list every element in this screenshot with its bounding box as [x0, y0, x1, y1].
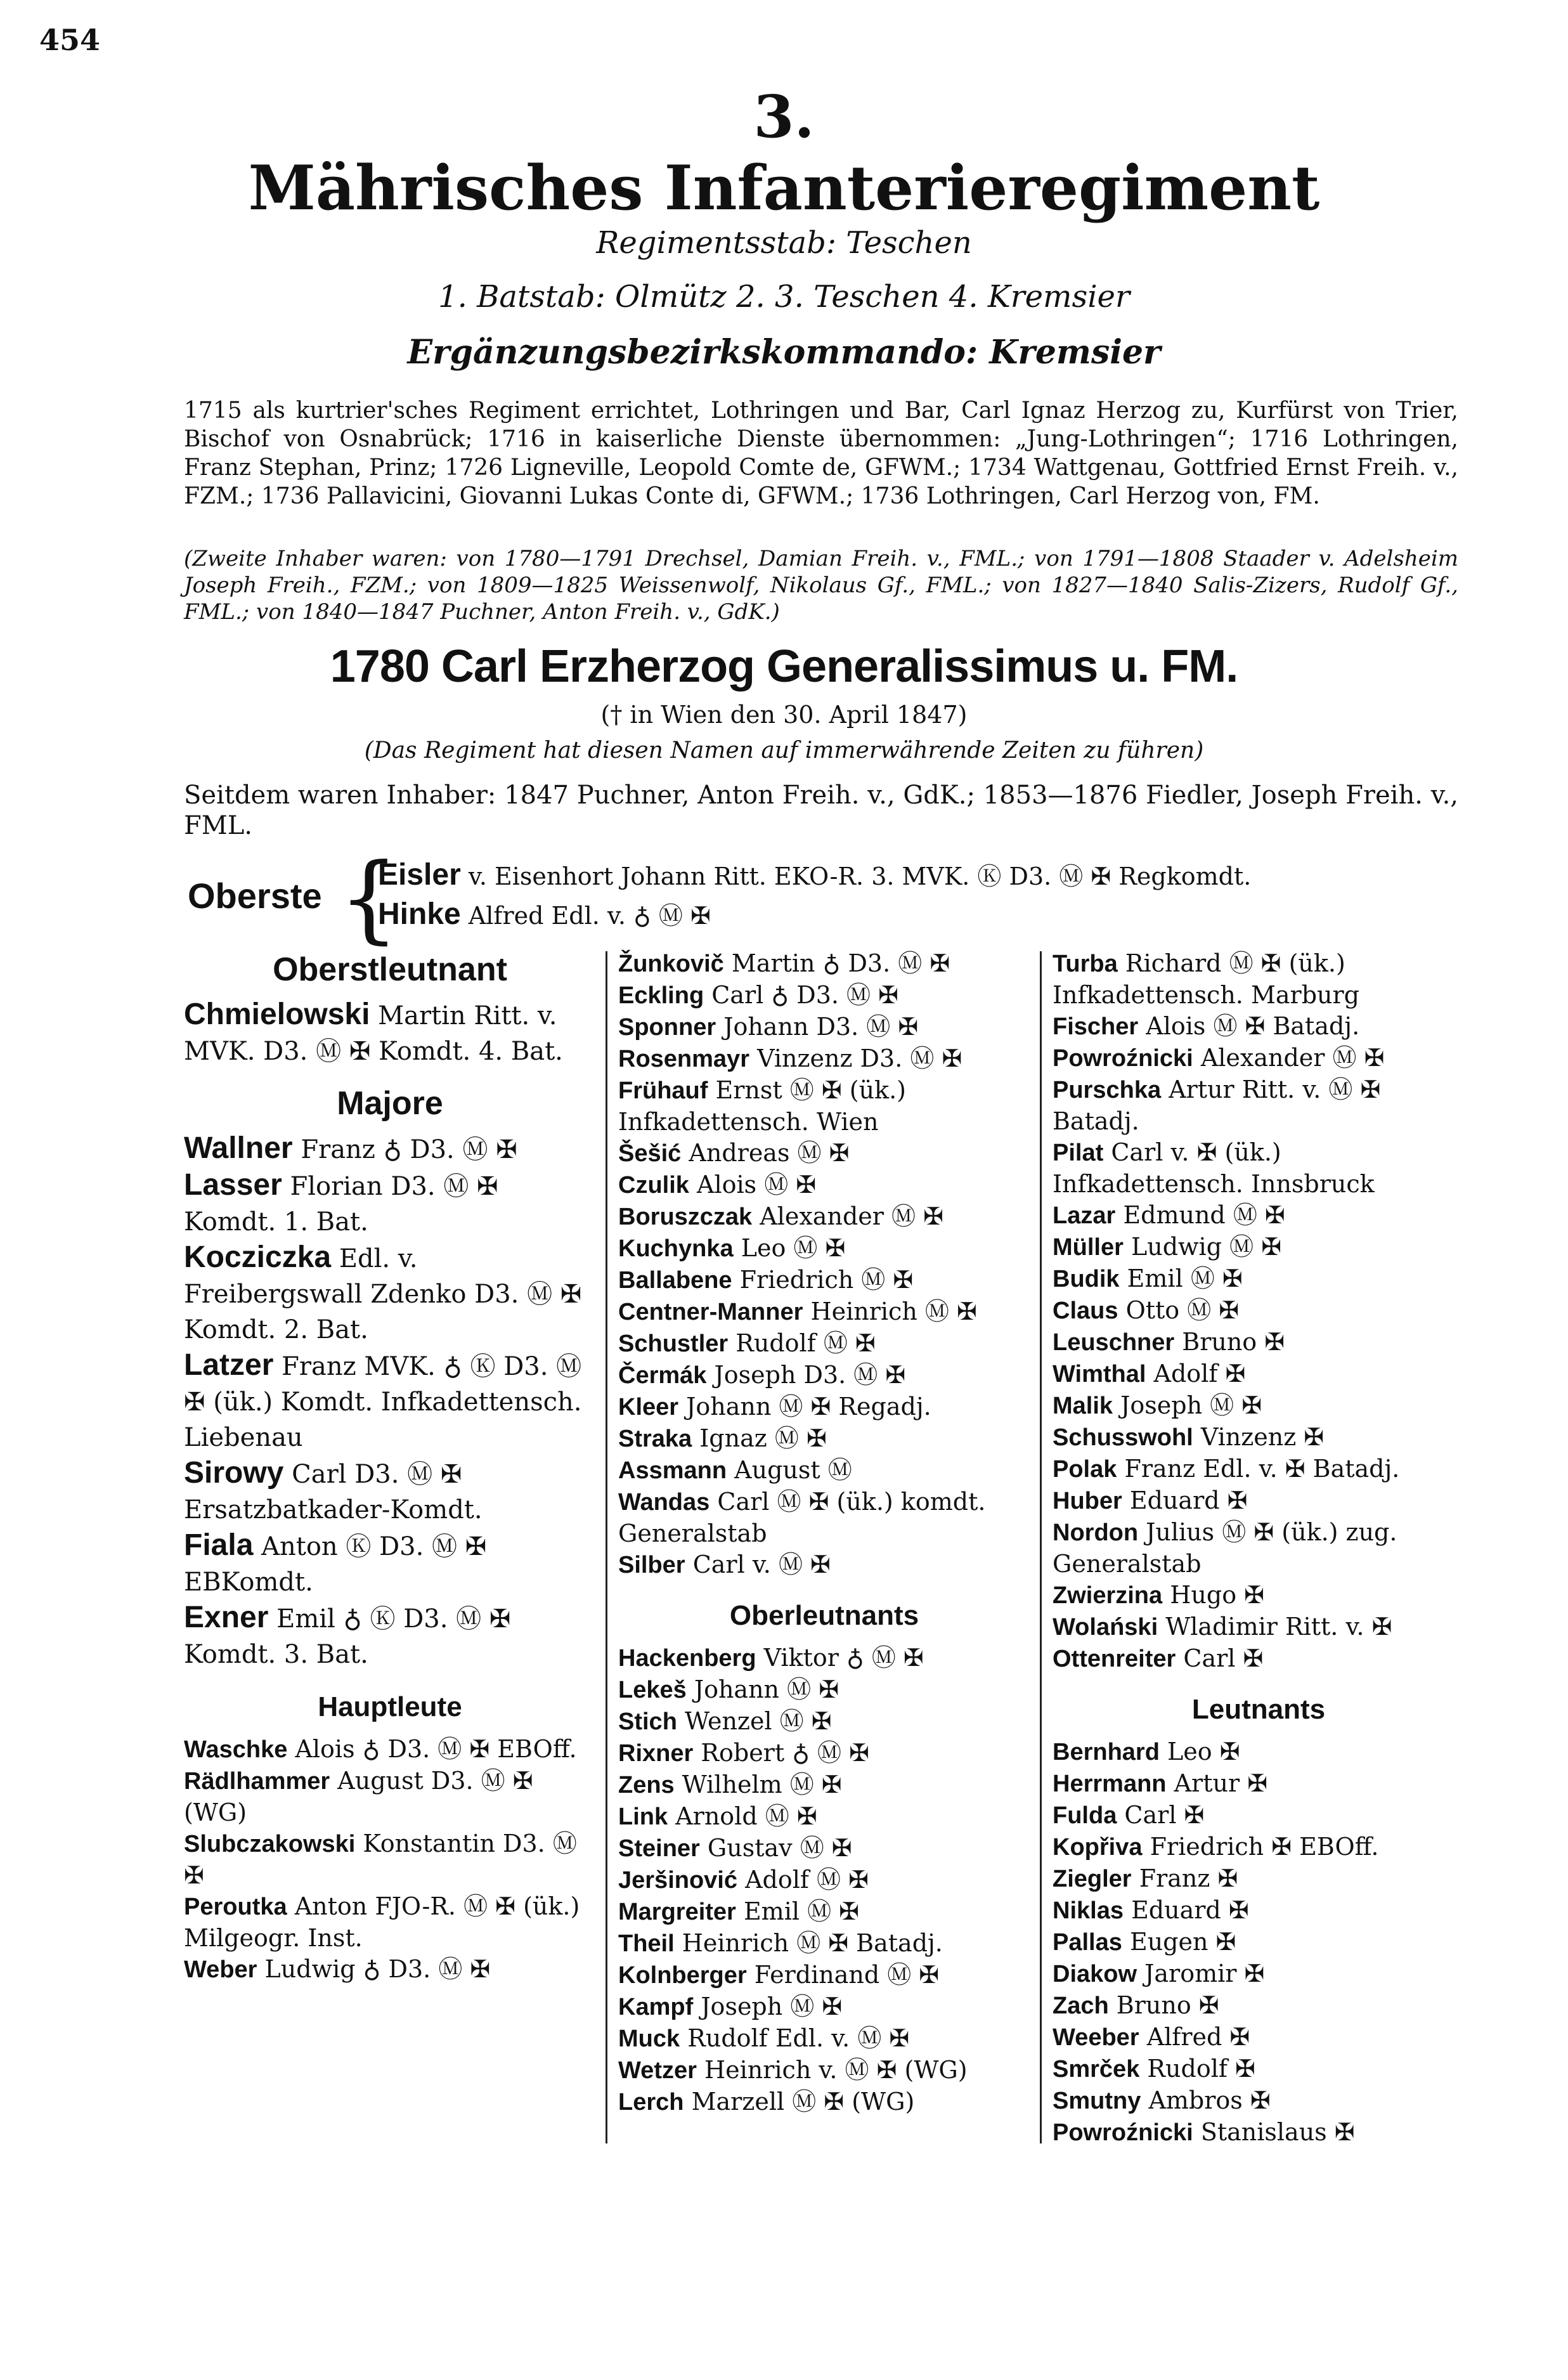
- officer-entry: [618, 1769, 1030, 1801]
- officer-name: Claus: [1053, 1297, 1118, 1324]
- leutnants-list: [1053, 1736, 1465, 2149]
- officer-details: Bruno ✠: [1182, 1328, 1285, 1356]
- officer-name: Slubczakowski: [184, 1831, 356, 1857]
- officer-details: Viktor ♁ Ⓜ ✠: [763, 1644, 924, 1672]
- officer-entry: [618, 2023, 1030, 2055]
- oberste-row: [378, 895, 1251, 935]
- officer-details: Joseph D3. Ⓜ ✠: [714, 1361, 906, 1389]
- officer-entry: [184, 1131, 596, 1167]
- officer-details: Julius Ⓜ ✠ (ük.) zug. Generalstab: [1053, 1518, 1397, 1578]
- officer-entry: [618, 1549, 1030, 1581]
- officer-details: Ludwig ♁ D3. Ⓜ ✠: [264, 1955, 491, 1983]
- officer-entry: [618, 1674, 1030, 1706]
- officer-entry: [618, 1169, 1030, 1201]
- brace-icon: {: [339, 843, 399, 954]
- officer-name: Wetzer: [618, 2057, 697, 2084]
- officer-details: Joseph Ⓜ ✠: [701, 1993, 843, 2020]
- officer-entry: [184, 1734, 596, 1765]
- officer-name: Smutny: [1053, 2088, 1141, 2114]
- officer-entry: [618, 1423, 1030, 1455]
- officer-details: Carl ✠: [1183, 1644, 1264, 1672]
- officer-entry: [1053, 1043, 1465, 1074]
- officer-details: Eugen ✠: [1129, 1928, 1236, 1956]
- officer-name: Centner-Manner: [618, 1299, 803, 1325]
- regiment-stab: Regimentsstab: Teschen: [596, 225, 972, 261]
- officer-entry: [618, 1011, 1030, 1043]
- officer-details: Emil Ⓜ ✠: [1127, 1265, 1243, 1292]
- oberleutnants-list: [618, 1642, 1030, 2118]
- officer-name: Herrmann: [1053, 1771, 1167, 1797]
- officer-details: Ernst Ⓜ ✠ (ük.) Infkadettensch. Wien: [618, 1076, 906, 1136]
- section-heading-oberstleutnant: Oberstleutnant: [273, 951, 507, 988]
- officer-entry: [1053, 2053, 1465, 2085]
- officer-name: Zwierzina: [1053, 1582, 1163, 1609]
- officer-name: Leuschner: [1053, 1329, 1175, 1356]
- officer-details: Vinzenz ✠: [1200, 1423, 1325, 1451]
- officer-details: Wladimir Ritt. v. ✠: [1165, 1613, 1392, 1641]
- officer-details: Ignaz Ⓜ ✠: [699, 1424, 827, 1452]
- section-heading-hauptleute: Hauptleute: [318, 1691, 462, 1722]
- officer-details: v. Eisenhort Johann Ritt. EKO-R. 3. MVK. Ⓚ D3. Ⓜ ✠ Regkomdt.: [468, 862, 1252, 890]
- officer-details: Emil Ⓜ ✠: [743, 1897, 860, 1925]
- officer-name: Weber: [184, 1956, 257, 1983]
- officer-details: Eduard ✠: [1131, 1896, 1249, 1924]
- officer-name: Žunkovič: [618, 951, 724, 977]
- officer-name: Lazar: [1053, 1202, 1116, 1229]
- officer-name: Hackenberg: [618, 1645, 756, 1672]
- officer-entry: [184, 1600, 596, 1672]
- officer-entry: [1053, 1863, 1465, 1895]
- officer-name: Steiner: [618, 1835, 700, 1862]
- officer-details: Alexander Ⓜ ✠: [1200, 1044, 1385, 1072]
- officer-details: Alfred ✠: [1146, 2023, 1250, 2051]
- officer-entry: [618, 1391, 1030, 1423]
- officer-details: Ferdinand Ⓜ ✠: [754, 1961, 940, 1989]
- column-divider: [606, 951, 607, 2143]
- officer-name: Diakow: [1053, 1961, 1137, 1987]
- officer-entry: [618, 1328, 1030, 1360]
- officer-details: Artur ✠: [1174, 1769, 1268, 1797]
- officer-details: Robert ♁ Ⓜ ✠: [701, 1739, 869, 1767]
- officer-entry: [618, 1642, 1030, 1674]
- officer-name: Sirowy: [184, 1456, 284, 1490]
- officer-name: Weeber: [1053, 2024, 1139, 2051]
- officer-entry: [1053, 1390, 1465, 1422]
- officer-details: Franz MVK. ♁ Ⓚ D3. Ⓜ ✠ (ük.) Komdt. Infkadettensch. Liebenau: [184, 1352, 582, 1452]
- officer-entry: [1053, 1895, 1465, 1927]
- officer-entry: [184, 997, 596, 1069]
- officer-details: Leo Ⓜ ✠: [741, 1234, 846, 1262]
- officer-entry: [618, 948, 1030, 980]
- officer-name: Eckling: [618, 982, 704, 1009]
- officer-details: Franz ♁ D3. Ⓜ ✠: [301, 1135, 517, 1164]
- officer-name: Powroźnicki: [1053, 2119, 1193, 2146]
- officer-details: Heinrich Ⓜ ✠: [810, 1297, 977, 1325]
- officer-entry: [618, 1075, 1030, 1138]
- officer-name: Lekeš: [618, 1677, 687, 1703]
- officer-name: Ziegler: [1053, 1866, 1132, 1892]
- officer-details: Alois Ⓜ ✠: [697, 1171, 817, 1199]
- officer-name: Peroutka: [184, 1894, 287, 1920]
- officer-details: Franz Edl. v. ✠ Batadj.: [1124, 1455, 1400, 1483]
- officer-details: Friedrich Ⓜ ✠: [739, 1266, 914, 1294]
- officer-name: Muck: [618, 2026, 680, 2052]
- officer-details: Carl v. Ⓜ ✠: [692, 1551, 831, 1578]
- officer-details: Johann Ⓜ ✠: [694, 1675, 839, 1703]
- officer-details: Rudolf Ⓜ ✠: [735, 1329, 876, 1357]
- column-3: [1053, 948, 1465, 2153]
- officer-details: Franz ✠: [1139, 1864, 1238, 1892]
- officer-entry: [618, 1833, 1030, 1864]
- officer-entry: [1053, 1453, 1465, 1485]
- oberste-label: Oberste: [188, 876, 322, 916]
- battalion-stab: 1. Batstab: Olmütz 2. 3. Teschen 4. Kremsier: [438, 279, 1130, 315]
- officer-entry: [184, 1528, 596, 1600]
- officer-name: Frühauf: [618, 1077, 708, 1104]
- officer-name: Zach: [1053, 1993, 1109, 2019]
- officer-details: Richard Ⓜ ✠ (ük.) Infkadettensch. Marburg: [1053, 949, 1359, 1009]
- officer-details: Edl. v. Freibergswall Zdenko D3. Ⓜ ✠ Komdt. 2. Bat.: [184, 1244, 582, 1344]
- officer-details: Ambros ✠: [1148, 2086, 1271, 2114]
- officer-name: Malik: [1053, 1393, 1113, 1419]
- officer-details: Joseph Ⓜ ✠: [1120, 1391, 1262, 1419]
- officer-name: Müller: [1053, 1234, 1124, 1261]
- officer-details: Stanislaus ✠: [1200, 2118, 1355, 2146]
- officer-details: Johann Ⓜ ✠ Regadj.: [686, 1393, 931, 1421]
- officer-entry: [1053, 1958, 1465, 1990]
- section-heading-oberleutnants: Oberleutnants: [729, 1600, 919, 1631]
- oberste-list: [378, 856, 1251, 935]
- officer-entry: [618, 1296, 1030, 1328]
- officer-details: Rudolf Edl. v. Ⓜ ✠: [687, 2024, 910, 2052]
- officer-entry: [618, 1360, 1030, 1391]
- officer-name: Schustler: [618, 1330, 729, 1357]
- regiment-number: 3.: [753, 82, 815, 151]
- officer-name: Wolański: [1053, 1614, 1158, 1641]
- oberleutnants-list-cont: [1053, 948, 1465, 1675]
- officer-entry: [1053, 948, 1465, 1011]
- officer-name: Latzer: [184, 1348, 274, 1382]
- officer-entry: [618, 1138, 1030, 1169]
- hauptleute-list-cont: [618, 948, 1030, 1581]
- officer-details: Carl D3. Ⓜ ✠ Ersatzbatkader-Komdt.: [184, 1460, 483, 1525]
- officer-name: Czulik: [618, 1172, 689, 1199]
- officer-entry: [618, 1201, 1030, 1233]
- officer-details: Konstantin D3. Ⓜ ✠: [184, 1830, 577, 1889]
- officer-details: Wilhelm Ⓜ ✠: [682, 1771, 842, 1798]
- officer-entry: [1053, 1422, 1465, 1453]
- officer-entry: [184, 1240, 596, 1348]
- officer-details: August D3. Ⓜ ✠ (WG): [184, 1767, 533, 1826]
- officer-entry: [1053, 1927, 1465, 1958]
- officer-details: Anton Ⓚ D3. Ⓜ ✠ EBKomdt.: [184, 1532, 487, 1597]
- officer-name: Fiala: [184, 1528, 254, 1562]
- oberstleutnant-list: [184, 997, 596, 1069]
- officer-entry: [618, 2055, 1030, 2086]
- officer-entry: [1053, 1768, 1465, 1800]
- officer-details: Alois ♁ D3. Ⓜ ✠ EBOff.: [295, 1735, 577, 1763]
- officer-name: Boruszczak: [618, 1204, 753, 1230]
- officer-name: Fischer: [1053, 1013, 1139, 1040]
- officer-entry: [618, 2086, 1030, 2118]
- officer-details: Heinrich v. Ⓜ ✠ (WG): [704, 2056, 968, 2084]
- officer-name: Ottenreiter: [1053, 1646, 1176, 1672]
- officer-name: Zens: [618, 1772, 675, 1798]
- officer-details: Edmund Ⓜ ✠: [1123, 1201, 1285, 1229]
- officer-details: Bruno ✠: [1116, 1991, 1219, 2019]
- officer-entry: [1053, 1580, 1465, 1611]
- officer-entry: [1053, 2085, 1465, 2117]
- officer-name: Lerch: [618, 2089, 684, 2116]
- officer-details: Alexander Ⓜ ✠: [760, 1202, 943, 1230]
- officer-details: Rudolf ✠: [1147, 2055, 1255, 2083]
- officer-entry: [184, 1455, 596, 1528]
- officer-name: Schusswohl: [1053, 1424, 1193, 1451]
- officer-details: Martin ♁ D3. Ⓜ ✠: [731, 949, 950, 977]
- officer-name: Kleer: [618, 1394, 679, 1421]
- officer-name: Huber: [1053, 1488, 1122, 1514]
- officer-entry: [1053, 1517, 1465, 1580]
- officer-entry: [1053, 1611, 1465, 1643]
- officer-entry: [1053, 1200, 1465, 1232]
- officer-details: Arnold Ⓜ ✠: [675, 1802, 817, 1830]
- page-number: 454: [39, 23, 101, 57]
- officer-entry: [1053, 1358, 1465, 1390]
- officer-entry: [618, 1960, 1030, 1991]
- officer-details: Heinrich Ⓜ ✠ Batadj.: [682, 1929, 943, 1957]
- officer-details: August Ⓜ: [734, 1456, 852, 1484]
- officer-details: Carl ✠: [1124, 1801, 1205, 1829]
- officer-entry: [1053, 2117, 1465, 2149]
- owners-since: Seitdem waren Inhaber: 1847 Puchner, Anton Freih. v., GdK.; 1853—1876 Fiedler, Joseph Freih. v., FML.: [184, 781, 1458, 840]
- oberste-block: [188, 843, 1456, 954]
- officer-name: Powroźnicki: [1053, 1045, 1193, 1072]
- section-heading-majore: Majore: [337, 1085, 443, 1122]
- officer-details: Hugo ✠: [1170, 1581, 1264, 1609]
- officer-name: Kocziczka: [184, 1240, 332, 1274]
- officer-entry: [1053, 1263, 1465, 1295]
- officer-entry: [1053, 2022, 1465, 2053]
- officer-entry: [618, 1233, 1030, 1265]
- officer-name: Assmann: [618, 1457, 727, 1484]
- officer-name: Bernhard: [1053, 1739, 1160, 1765]
- officer-details: Anton FJO-R. Ⓜ ✠ (ük.) Milgeogr. Inst.: [184, 1892, 580, 1952]
- officer-entry: [618, 1486, 1030, 1549]
- officer-name: Kuchynka: [618, 1235, 734, 1262]
- officer-name: Waschke: [184, 1736, 288, 1763]
- officer-details: Martin Ritt. v. MVK. D3. Ⓜ ✠ Komdt. 4. Bat.: [184, 1001, 563, 1066]
- officer-name: Wallner: [184, 1131, 293, 1165]
- officer-name: Turba: [1053, 951, 1118, 977]
- officer-name: Link: [618, 1804, 668, 1830]
- officer-details: Adolf ✠: [1153, 1360, 1246, 1388]
- officer-entry: [618, 1864, 1030, 1896]
- regiment-history: 1715 als kurtrier'sches Regiment errichtet, Lothringen und Bar, Carl Ignaz Herzog zu, Kurfürst von Trier, Bischof von Osnabrück; 1716 in kaiserliche Dienste übernommen: „Jung-Lothringen“; 1716 Lothringen, Franz Stephan, Prinz; 1726 Ligneville, Leopold Comte de, GFWM.; 1734 Wattgenau, Gottfried Ernst Freih. v., FZM.; 1736 Pallavicini, Giovanni Lukas Conte di, GFWM.; 1736 Lothringen, Carl Herzog von, FM.: [184, 398, 1458, 509]
- officer-entry: [1053, 1327, 1465, 1358]
- officer-details: Wenzel Ⓜ ✠: [685, 1707, 832, 1735]
- officer-name: Wandas: [618, 1489, 710, 1516]
- officer-name: Ballabene: [618, 1267, 732, 1294]
- officer-name: Jeršinović: [618, 1867, 737, 1894]
- officer-name: Nordon: [1053, 1519, 1139, 1546]
- officer-name: Budik: [1053, 1266, 1120, 1292]
- column-1: [184, 948, 596, 2153]
- officer-entry: [618, 1455, 1030, 1486]
- hauptleute-list: [184, 1734, 596, 1986]
- chief-title: 1780 Carl Erzherzog Generalissimus u. FM.: [330, 641, 1238, 692]
- officer-details: Carl Ⓜ ✠ (ük.) komdt. Generalstab: [618, 1488, 986, 1547]
- officer-entry: [184, 1167, 596, 1240]
- officer-entry: [184, 1891, 596, 1954]
- chief-note: (Das Regiment hat diesen Namen auf immerwährende Zeiten zu führen): [364, 738, 1204, 764]
- officer-details: Artur Ritt. v. Ⓜ ✠ Batadj.: [1053, 1076, 1381, 1135]
- officer-details: Friedrich ✠ EBOff.: [1150, 1833, 1379, 1861]
- section-heading-leutnants: Leutnants: [1191, 1694, 1326, 1725]
- officer-details: Marzell Ⓜ ✠ (WG): [691, 2088, 915, 2116]
- officer-details: Adolf Ⓜ ✠: [745, 1866, 869, 1894]
- officer-name: Pilat: [1053, 1140, 1104, 1166]
- officer-entry: [184, 1765, 596, 1828]
- officer-details: Johann D3. Ⓜ ✠: [723, 1013, 919, 1041]
- officer-entry: [618, 1706, 1030, 1738]
- officer-name: Chmielowski: [184, 998, 370, 1031]
- officer-name: Niklas: [1053, 1897, 1124, 1924]
- officer-details: Jaromir ✠: [1144, 1960, 1265, 1987]
- officer-name: Rädlhammer: [184, 1768, 330, 1795]
- officer-details: Alois Ⓜ ✠ Batadj.: [1146, 1012, 1360, 1040]
- erganzung-command: Ergänzungsbezirkskommando: Kremsier: [407, 333, 1161, 372]
- officer-details: Carl ♁ D3. Ⓜ ✠: [711, 981, 898, 1009]
- officer-name: Exner: [184, 1601, 269, 1634]
- column-2: [618, 948, 1030, 2153]
- officer-name: Fulda: [1053, 1802, 1117, 1829]
- officer-entry: [618, 980, 1030, 1011]
- officer-name: Rixner: [618, 1740, 694, 1767]
- officer-entry: [1053, 1485, 1465, 1517]
- officer-details: Leo ✠: [1167, 1738, 1240, 1765]
- officer-name: Silber: [618, 1552, 685, 1578]
- officer-details: Florian D3. Ⓜ ✠ Komdt. 1. Bat.: [184, 1172, 498, 1237]
- officer-details: Andreas Ⓜ ✠: [689, 1139, 850, 1167]
- officer-name: Čermák: [618, 1362, 707, 1389]
- officer-details: Carl v. ✠ (ük.) Infkadettensch. Innsbruck: [1053, 1138, 1375, 1198]
- officer-entry: [184, 1828, 596, 1891]
- officer-entry: [618, 1043, 1030, 1075]
- officer-entry: [184, 1348, 596, 1455]
- column-divider: [1040, 951, 1042, 2143]
- officer-details: Otto Ⓜ ✠: [1125, 1296, 1240, 1324]
- officer-details: Gustav Ⓜ ✠: [707, 1834, 852, 1862]
- officer-name: Lasser: [184, 1168, 282, 1202]
- majore-list: [184, 1131, 596, 1672]
- officer-entry: [1053, 1295, 1465, 1327]
- officer-details: Vinzenz D3. Ⓜ ✠: [757, 1044, 962, 1072]
- oberste-row: [378, 856, 1251, 895]
- officer-entry: [1053, 1800, 1465, 1831]
- officer-name: Wimthal: [1053, 1361, 1146, 1388]
- officer-name: Eisler: [378, 858, 461, 892]
- officer-details: Eduard ✠: [1129, 1486, 1248, 1514]
- officer-details: Emil ♁ Ⓚ D3. Ⓜ ✠ Komdt. 3. Bat.: [184, 1604, 511, 1669]
- officer-name: Margreiter: [618, 1899, 736, 1925]
- officer-entry: [1053, 1990, 1465, 2022]
- officer-name: Purschka: [1053, 1077, 1162, 1103]
- officer-entry: [1053, 1643, 1465, 1675]
- officer-name: Kampf: [618, 1994, 694, 2020]
- second-owners-note: (Zweite Inhaber waren: von 1780—1791 Drechsel, Damian Freih. v., FML.; von 1791—1808 Staader v. Adelsheim Joseph Freih., FZM.; von 1809—1825 Weissenwolf, Nikolaus Gf., FML.; von 1827—1840 Salis-Zizers, Rudolf Gf., FML.; von 1840—1847 Puchner, Anton Freih. v., GdK.): [184, 546, 1458, 625]
- regiment-title: Mährisches Infanterieregiment: [248, 152, 1320, 224]
- officer-entry: [618, 1896, 1030, 1928]
- officer-details: Alfred Edl. v. ♁ Ⓜ ✠: [468, 902, 711, 930]
- officer-entry: [618, 1991, 1030, 2023]
- officer-entry: [1053, 1011, 1465, 1043]
- chief-death: († in Wien den 30. April 1847): [600, 701, 968, 729]
- officer-entry: [1053, 1736, 1465, 1768]
- officer-name: Straka: [618, 1426, 692, 1452]
- officer-name: Hinke: [378, 897, 461, 931]
- officer-entry: [1053, 1137, 1465, 1200]
- officer-name: Stich: [618, 1708, 677, 1735]
- officer-entry: [1053, 1074, 1465, 1137]
- officer-name: Pallas: [1053, 1929, 1122, 1956]
- officer-name: Sponner: [618, 1014, 716, 1041]
- officer-name: Šešić: [618, 1140, 682, 1167]
- officer-entry: [618, 1265, 1030, 1296]
- officer-entry: [1053, 1232, 1465, 1263]
- officer-name: Kolnberger: [618, 1962, 747, 1989]
- officer-entry: [618, 1928, 1030, 1960]
- officer-name: Kopřiva: [1053, 1834, 1143, 1861]
- officer-entry: [618, 1738, 1030, 1769]
- officer-entry: [184, 1954, 596, 1986]
- officer-name: Smrček: [1053, 2056, 1140, 2083]
- officer-entry: [1053, 1831, 1465, 1863]
- officer-name: Rosenmayr: [618, 1046, 749, 1072]
- officer-details: Ludwig Ⓜ ✠: [1131, 1233, 1282, 1261]
- officer-name: Polak: [1053, 1456, 1117, 1483]
- officer-name: Theil: [618, 1930, 675, 1957]
- officer-entry: [618, 1801, 1030, 1833]
